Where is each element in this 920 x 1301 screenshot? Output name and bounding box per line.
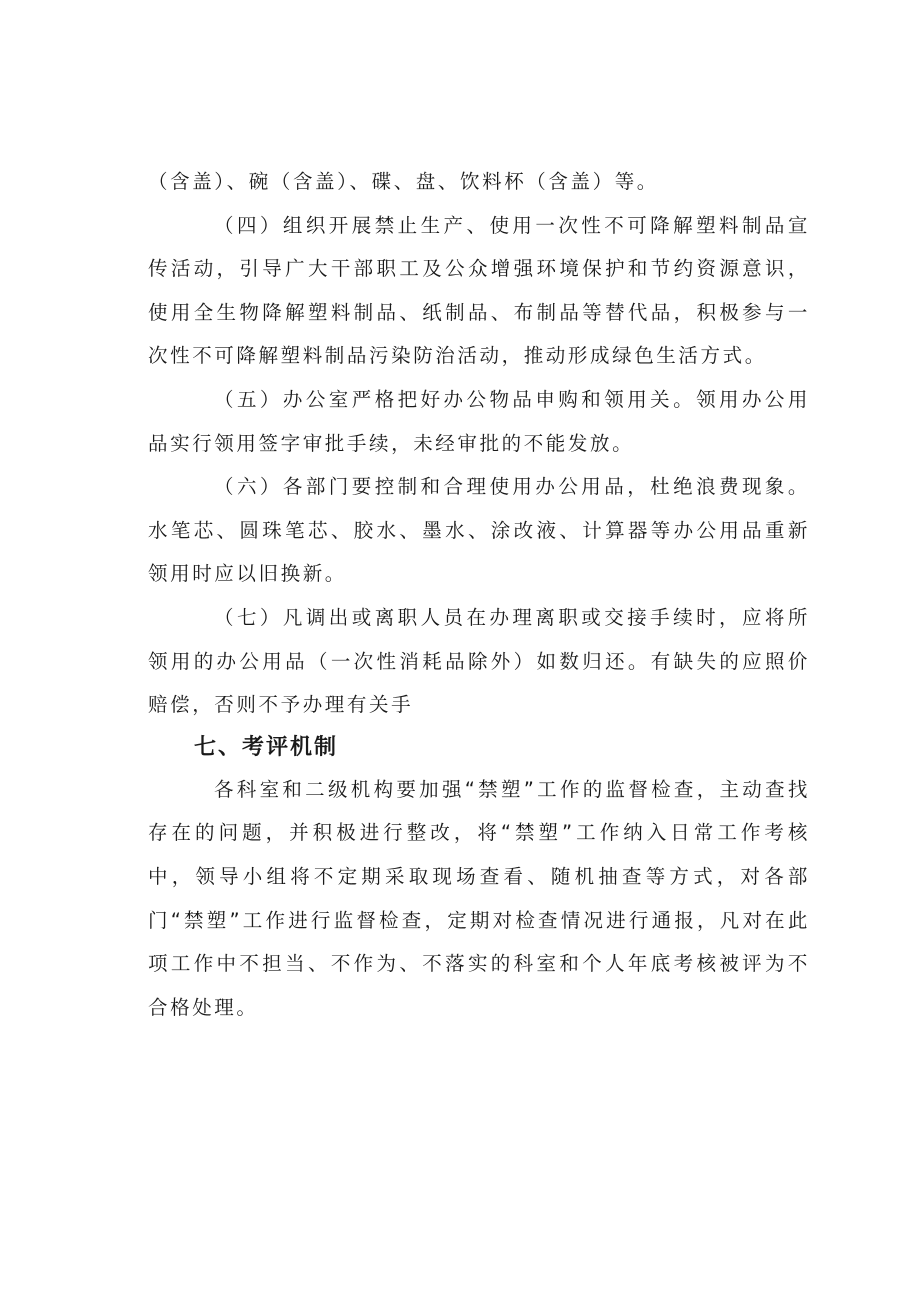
paragraph-item-7: （七）凡调出或离职人员在办理离职或交接手续时，应将所领用的办公用品（一次性消耗品除外）如数归还。有缺失的应照价赔偿，否则不予办理有关手 xyxy=(148,605,810,717)
section-body-paragraph: 各科室和二级机构要加强“禁塑”工作的监督检查，主动查找存在的问题，并积极进行整改，将“禁塑”工作纳入日常工作考核中，领导小组将不定期采取现场查看、随机抽查等方式，对各部门“禁塑”工作进行监督检查，定期对检查情况进行通报，凡对在此项工作中不担当、不作为、不落实的科室和个人年底考核被评为不合格处理。 xyxy=(148,777,810,1019)
paragraph-continuation: （含盖）、碗（含盖）、碟、盘、饮料杯（含盖）等。 xyxy=(148,170,659,193)
paragraph-item-4: （四）组织开展禁止生产、使用一次性不可降解塑料制品宣传活动，引导广大干部职工及公众增强环境保护和节约资源意识，使用全生物降解塑料制品、纸制品、布制品等替代品，积极参与一次性不可降解塑料制品污染防治活动，推动形成绿色生活方式。 xyxy=(148,213,810,368)
paragraph-item-5: （五）办公室严格把好办公物品申购和领用关。领用办公用品实行领用签字审批手续，未经审批的不能发放。 xyxy=(148,387,810,455)
section-heading: 七、考评机制 xyxy=(194,734,339,760)
paragraph-item-6: （六）各部门要控制和合理使用办公用品，杜绝浪费现象。水笔芯、圆珠笔芯、胶水、墨水、涂改液、计算器等办公用品重新领用时应以旧换新。 xyxy=(148,475,810,586)
document-body xyxy=(148,160,810,1029)
